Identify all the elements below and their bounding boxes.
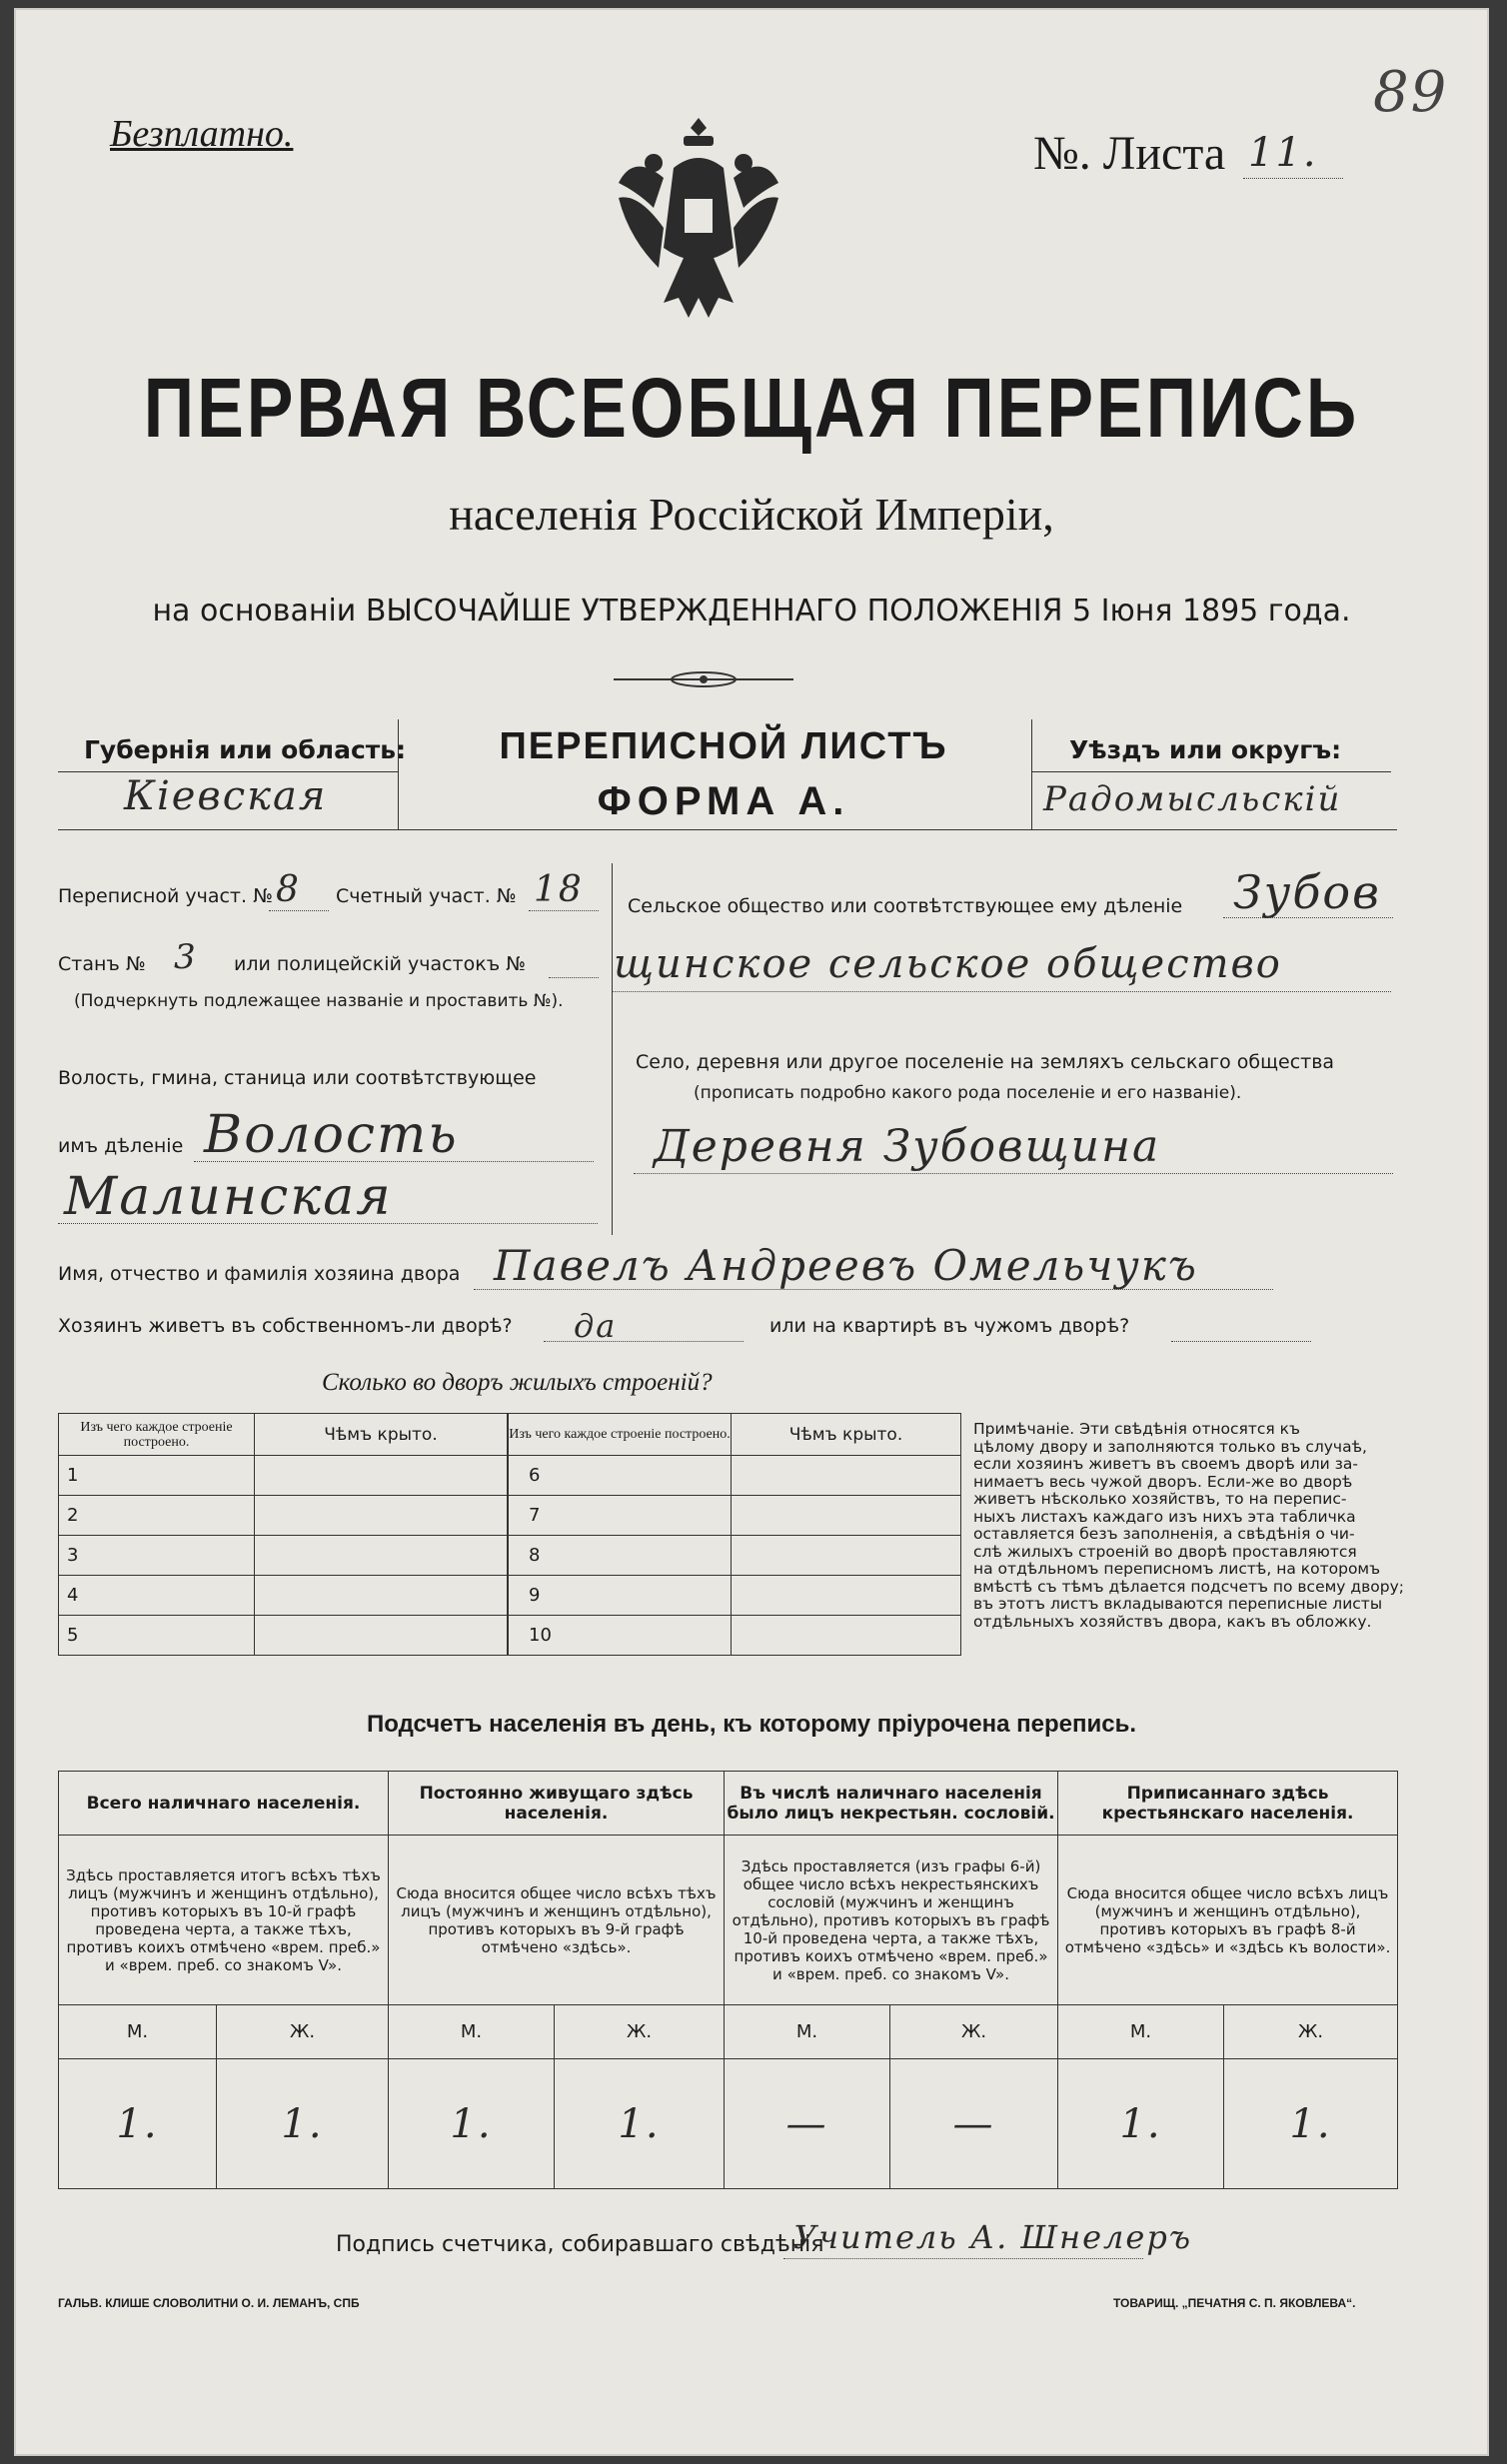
building-row-num: 6 [509, 1456, 732, 1496]
building-row-num: 3 [59, 1536, 255, 1576]
pop-col-desc: Сюда вносится общее число всѣхъ тѣхъ лицъ (мужчинъ и женщинъ отдѣльно), противъ которыхъ въ 9-й графѣ отмѣчено «здѣсь». [389, 1836, 725, 2005]
uezd-label: Уѣздъ или округъ: [1069, 735, 1342, 764]
pop-zh-value: 1. [217, 2059, 389, 2189]
lives-value: да [574, 1307, 618, 1345]
zh-label: Ж. [217, 2005, 389, 2059]
uezd-value: Радомысльскій [1043, 779, 1342, 819]
form-title: ПЕРЕПИСНОЙ ЛИСТЪ [499, 725, 948, 767]
material-header: Изъ чего каждое строеніе построено. [509, 1414, 732, 1456]
printer-left: ГАЛЬВ. КЛИШЕ СЛОВОЛИТНИ О. И. ЛЕМАНЪ, СПБ [58, 2296, 360, 2310]
building-row-num: 1 [59, 1456, 255, 1496]
signature-value: Учитель А. Шнелеръ [793, 2218, 1193, 2256]
material-header: Изъ чего каждое строеніе построено. [59, 1414, 255, 1456]
pop-col-desc: Здѣсь проставляется (изъ графы 6-й) общее число всѣхъ некрестьянскихъ сословій (мужчинъ и женщинъ отдѣльно), противъ которыхъ въ графѣ 10-й проведена черта, а также тѣхъ, противъ коихъ отмѣчено «врем. преб.» и «врем. преб. со знакомъ V». [725, 1836, 1058, 2005]
schetny-value: 18 [534, 869, 584, 910]
roof-header: Чѣмъ крыто. [255, 1414, 508, 1456]
building-row-num: 8 [509, 1536, 732, 1576]
volost-value: Волость [204, 1105, 459, 1165]
pop-col-desc: Здѣсь проставляется итогъ всѣхъ тѣхъ лицъ (мужчинъ и женщинъ отдѣльно), противъ которыхъ въ 10-й графѣ проведена черта, а также тѣхъ, противъ коихъ отмѣчено «врем. преб.» и «врем. преб. со знакомъ V». [59, 1836, 389, 2005]
stan-note: (Подчеркнуть подлежащее названіе и проставить №). [74, 991, 564, 1011]
pop-zh-value: 1. [1224, 2059, 1398, 2189]
m-label: М. [59, 2005, 217, 2059]
ornament-divider [614, 667, 793, 691]
obshchestvo-value-2: щинское сельское общество [614, 941, 1282, 987]
note-line: если хозяинъ живетъ въ своемъ дворѣ или за- [973, 1455, 1358, 1473]
sheet-number-value: 11. [1248, 130, 1318, 176]
owner-label: Имя, отчество и фамилія хозяина двора [58, 1263, 461, 1285]
building-row-num: 10 [509, 1616, 732, 1656]
m-label: М. [389, 2005, 555, 2059]
archive-number: 89 [1373, 60, 1449, 125]
note-line: ныхъ листахъ каждаго изъ нихъ эта табличка [973, 1507, 1356, 1526]
zh-label: Ж. [555, 2005, 725, 2059]
main-title: ПЕРВАЯ ВСЕОБЩАЯ ПЕРЕПИСЬ [143, 361, 1360, 455]
signature-label: Подпись счетчика, собиравшаго свѣдѣнія [336, 2232, 824, 2257]
volost-label: Волость, гмина, станица или соотвѣтствующее [58, 1067, 537, 1089]
building-row-num: 2 [59, 1496, 255, 1536]
note-line: отдѣльныхъ хозяйствъ двора, какъ въ обложку. [973, 1612, 1372, 1631]
pop-col-head: Всего наличнаго населенія. [59, 1772, 389, 1836]
note-line: вмѣстѣ съ тѣмъ дѣлается подсчетъ по всему двору; [973, 1577, 1404, 1596]
subtitle: населенія Россійской Имперіи, [449, 489, 1054, 540]
note-line: нимаетъ весь чужой дворъ. Если-же во дворѣ [973, 1472, 1353, 1491]
obshchestvo-label: Сельское общество или соотвѣтствующее ему дѣленіе [628, 895, 1183, 917]
note-block [973, 1421, 1405, 1631]
note-line: въ этотъ листъ вкладываются переписные листы [973, 1595, 1383, 1613]
building-row-num: 9 [509, 1576, 732, 1616]
note-line: Примѣчаніе. Эти свѣдѣнія относятся къ [973, 1420, 1300, 1438]
selo-value: Деревня Зубовщина [654, 1121, 1161, 1172]
lives-label: Хозяинъ живетъ въ собственномъ-ли дворѣ? [58, 1315, 513, 1337]
building-row-num: 4 [59, 1576, 255, 1616]
note-line: слѣ жилыхъ строеній во дворѣ проставляются [973, 1542, 1357, 1561]
form-subtitle: ФОРМА А. [597, 779, 850, 823]
police-label: или полицейскій участокъ № [234, 953, 526, 975]
pop-m-value: 1. [389, 2059, 555, 2189]
note-line: на отдѣльномъ переписномъ листѣ, на которомъ [973, 1560, 1381, 1578]
census-sheet [14, 8, 1489, 2456]
note-line: цѣлому двору и заполняются только въ случаѣ, [973, 1437, 1367, 1456]
volost-value-2: Малинская [64, 1167, 393, 1227]
uchastok-label: Переписной участ. № [58, 885, 273, 907]
m-label: М. [725, 2005, 890, 2059]
note-line: живетъ нѣсколько хозяйствъ, то на перепис- [973, 1490, 1347, 1508]
pop-col-head: Въ числѣ наличнаго населенія было лицъ некрестьян. сословій. [725, 1772, 1058, 1836]
volost-label-2: имъ дѣленіе [58, 1135, 184, 1157]
pop-col-head: Приписаннаго здѣсь крестьянскаго населенія. [1058, 1772, 1398, 1836]
printer-right: ТОВАРИЩ. „ПЕЧАТНЯ С. П. ЯКОВЛЕВА“. [1113, 2296, 1356, 2310]
guberniya-value: Кіевская [124, 773, 328, 819]
zh-label: Ж. [890, 2005, 1058, 2059]
selo-note: (прописать подробно какого рода поселеніе и его названіе). [694, 1083, 1242, 1103]
obshchestvo-value: Зубов [1233, 865, 1381, 919]
population-table [58, 1771, 1398, 2189]
stan-label: Станъ № [58, 953, 146, 975]
owner-value: Павелъ Андреевъ Омельчукъ [494, 1241, 1198, 1290]
roof-header: Чѣмъ крыто. [732, 1414, 961, 1456]
basis-text: на основаніи ВЫСОЧАЙШЕ УТВЕРЖДЕННАГО ПОЛОЖЕНІЯ 5 Іюня 1895 года. [152, 594, 1351, 628]
population-title: Подсчетъ населенія въ день, къ которому пріурочена перепись. [367, 1711, 1136, 1738]
pop-zh-value: 1. [555, 2059, 725, 2189]
pop-m-value: 1. [1058, 2059, 1224, 2189]
m-label: М. [1058, 2005, 1224, 2059]
rent-label: или на квартирѣ въ чужомъ дворѣ? [769, 1315, 1130, 1337]
buildings-table-left [58, 1413, 508, 1656]
sheet-number-label: №. Листа [1033, 127, 1226, 180]
imperial-eagle-emblem [614, 108, 783, 323]
buildings-table-right [508, 1413, 961, 1656]
stan-value: 3 [174, 937, 198, 977]
pop-col-desc: Сюда вносится общее число всѣхъ лицъ (мужчинъ и женщинъ отдѣльно), противъ которыхъ въ графѣ 8-й отмѣчено «здѣсь» и «здѣсь къ волости». [1058, 1836, 1398, 2005]
note-line: оставляется безъ заполненія, а свѣдѣнія о чи- [973, 1525, 1355, 1543]
pop-col-head: Постоянно живущаго здѣсь населенія. [389, 1772, 725, 1836]
pop-zh-value: — [890, 2059, 1058, 2189]
guberniya-label: Губернія или область: [84, 735, 407, 764]
building-row-num: 7 [509, 1496, 732, 1536]
schetny-label: Счетный участ. № [336, 885, 517, 907]
selo-label: Село, деревня или другое поселеніе на земляхъ сельскаго общества [636, 1051, 1335, 1073]
uchastok-value: 8 [276, 869, 301, 910]
pop-m-value: 1. [59, 2059, 217, 2189]
building-row-num: 5 [59, 1616, 255, 1656]
free-label: Безплатно. [110, 113, 294, 155]
zh-label: Ж. [1224, 2005, 1398, 2059]
pop-m-value: — [725, 2059, 890, 2189]
buildings-question: Сколько во дворъ жилыхъ строеній? [322, 1369, 713, 1396]
